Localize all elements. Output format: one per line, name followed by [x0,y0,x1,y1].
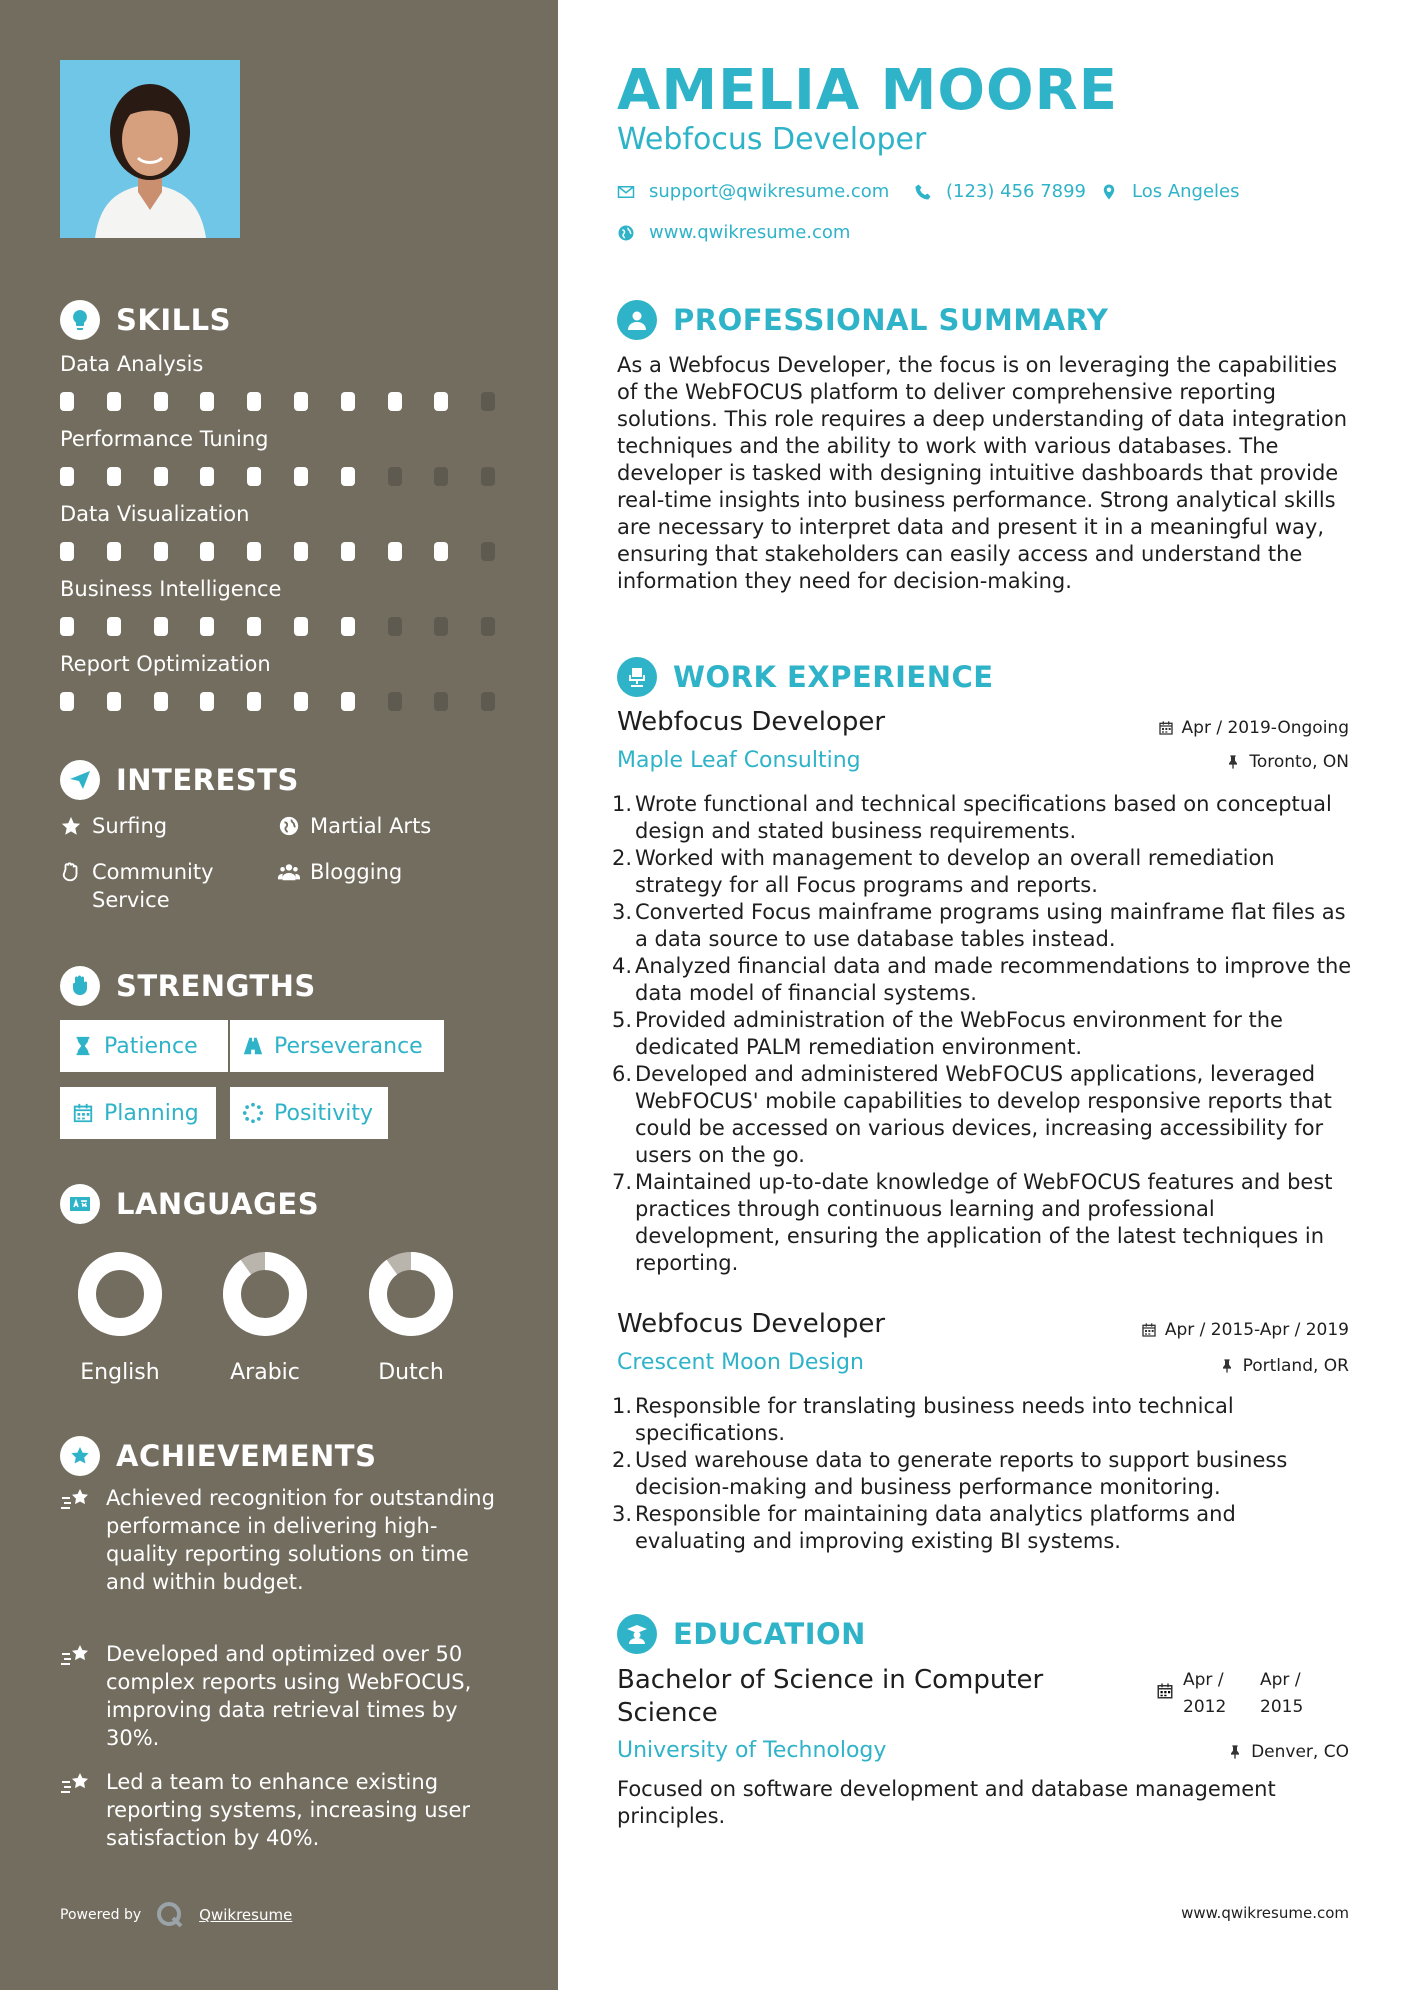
achievement-item: Developed and optimized over 50 complex reports using WebFOCUS, improving data retrieval times by 30%. [60,1640,500,1752]
location-contact: Los Angeles [1100,181,1240,202]
skill-dot [434,467,448,486]
strength-badge: Planning [60,1087,216,1139]
globe-icon [278,815,300,837]
skill-dot [341,542,355,561]
skill-dot [388,467,402,486]
skill-dot [154,692,168,711]
strength-badge: Perseverance [230,1020,444,1072]
hand-icon [60,861,82,883]
responsibility-text: Responsible for translating business needs into technical specifications. [635,1394,1234,1445]
skill-name: Report Optimization [60,652,271,676]
interest-item: Blogging [278,858,498,886]
pushpin-icon [1227,1744,1243,1760]
skill-dot [60,467,74,486]
users-icon [278,861,300,883]
skill-dot [434,392,448,411]
responsibility-item [612,1393,1352,1447]
skill-dot [60,617,74,636]
skill-name: Data Analysis [60,352,204,376]
pushpin-icon [1225,754,1241,770]
responsibility-text: Responsible for maintaining data analytics platforms and evaluating and improving existing BI systems. [635,1502,1236,1553]
strength-badge: Positivity [230,1087,388,1139]
list-number: 2. [612,1448,633,1472]
ring-fill [378,1261,444,1327]
skill-dot [107,467,121,486]
responsibility-text: Used warehouse data to generate reports to support business decision-making and business performance monitoring. [635,1448,1288,1499]
calendar-icon [72,1102,94,1124]
responsibility-item [612,845,1352,899]
job-responsibilities [612,1393,1352,1555]
skill-dot [434,542,448,561]
skill-dot [481,692,495,711]
skill-name: Business Intelligence [60,577,282,601]
responsibility-text: Converted Focus mainframe programs using mainframe flat files as a data source to use database tables instead. [635,900,1346,951]
shooting-star-icon [60,1486,92,1514]
shooting-star-icon [60,1642,92,1670]
qwikresume-logo-icon [155,1900,185,1930]
job-company: Maple Leaf Consulting [617,748,861,773]
interest-item: Surfing [60,812,260,840]
job-company: Crescent Moon Design [617,1350,864,1375]
phone-contact[interactable]: (123) 456 7899 [914,181,1086,202]
skill-dot [247,467,261,486]
skill-rating [60,467,500,487]
skill-item [60,427,500,487]
skill-dot [154,542,168,561]
skill-rating [60,392,500,412]
globe-icon [617,224,635,242]
skill-dot [60,692,74,711]
strengths-heading: STRENGTHS [60,966,316,1006]
achievements-heading: ACHIEVEMENTS [60,1436,376,1476]
skill-dot [60,392,74,411]
skill-dot [294,542,308,561]
graduate-icon [617,1614,657,1654]
responsibility-item [612,1169,1352,1277]
lightbulb-icon [60,300,100,340]
language-ring [367,1250,455,1338]
skills-heading: SKILLS [60,300,231,340]
map-pin-icon [1100,183,1118,201]
skill-dot [481,542,495,561]
skill-dot [154,392,168,411]
skill-dot [294,467,308,486]
skill-rating [60,542,500,562]
strength-badge: Patience [60,1020,228,1072]
responsibility-text: Wrote functional and technical specifications based on conceptual design and stated business requirements. [635,792,1332,843]
skill-dot [107,542,121,561]
job-date: Apr / 2019-Ongoing [1158,718,1349,738]
responsibility-item [612,953,1352,1007]
responsibility-item [612,899,1352,953]
responsibility-item [612,1447,1352,1501]
list-number: 6. [612,1062,633,1086]
list-number: 4. [612,954,633,978]
paper-plane-icon [60,760,100,800]
achievement-item: Led a team to enhance existing reporting systems, increasing user satisfaction by 40%. [60,1768,500,1852]
skill-dot [154,617,168,636]
skill-dot [388,392,402,411]
responsibility-item [612,1061,1352,1169]
skill-dot [200,617,214,636]
language-item: English [60,1250,180,1385]
user-icon [617,300,657,340]
skill-dot [341,392,355,411]
skill-dot [341,692,355,711]
education-school: University of Technology [617,1738,887,1763]
education-calendar [1156,1682,1174,1704]
job-role: Webfocus Developer [617,1309,886,1339]
shooting-star-icon [60,1770,92,1798]
job-responsibilities [612,791,1352,1277]
skill-rating [60,692,500,712]
footer-website[interactable]: www.qwikresume.com [1181,1904,1349,1922]
summary-heading: PROFESSIONAL SUMMARY [617,300,1108,340]
envelope-icon [617,183,635,201]
skill-dot [200,542,214,561]
skill-dot [200,692,214,711]
list-number: 3. [612,1502,633,1526]
skill-dot [481,617,495,636]
skill-dot [388,692,402,711]
education-end: Apr / 2015 [1260,1670,1304,1717]
skill-dot [481,467,495,486]
qwikresume-link[interactable]: Qwikresume [199,1906,293,1924]
skill-dot [294,692,308,711]
skill-item [60,352,500,412]
skill-dot [107,617,121,636]
road-icon [242,1035,264,1057]
list-number: 1. [612,792,633,816]
skill-dot [294,392,308,411]
responsibility-text: Analyzed financial data and made recommendations to improve the data model of financial systems. [635,954,1352,1005]
education-start: Apr / 2012 [1183,1670,1227,1717]
responsibility-text: Developed and administered WebFOCUS applications, leveraged WebFOCUS' mobile capabilities to develop responsive reports that could be accessed on various devices, increasing accessibility for users on the go. [635,1062,1332,1167]
skill-dot [341,467,355,486]
spinner-icon [242,1102,264,1124]
responsibility-text: Maintained up-to-date knowledge of WebFOCUS features and best practices through continuous learning and professional development, ensuring the application of the latest techniques in reporting. [635,1170,1333,1275]
job-location: Toronto, ON [1225,752,1349,772]
skill-dot [294,617,308,636]
interest-item: Martial Arts [278,812,498,840]
job-location: Portland, OR [1219,1356,1349,1376]
education-degree: Bachelor of Science in Computer Science [617,1665,1044,1728]
interests-heading: INTERESTS [60,760,299,800]
language-icon [60,1184,100,1224]
profile-photo [60,60,240,238]
education-location: Denver, CO [1227,1742,1349,1762]
achievement-item: Achieved recognition for outstanding performance in delivering high-quality reporting solutions on time and within budget. [60,1484,500,1596]
job-date: Apr / 2015-Apr / 2019 [1141,1320,1349,1340]
education-description: Focused on software development and database management principles. [617,1777,1276,1828]
list-number: 1. [612,1394,633,1418]
experience-heading: WORK EXPERIENCE [617,657,994,697]
skill-dot [154,467,168,486]
ring-fill [232,1261,298,1327]
skill-dot [247,392,261,411]
skill-dot [200,467,214,486]
star-badge-icon [60,1436,100,1476]
email-contact[interactable]: support@qwikresume.com [617,181,889,202]
calendar-icon [1158,720,1174,736]
fist-icon [60,966,100,1006]
language-item: Arabic [205,1250,325,1385]
responsibility-text: Provided administration of the WebFocus environment for the dedicated PALM remediation environment. [635,1008,1283,1059]
candidate-name: AMELIA MOORE [617,58,1118,123]
skill-dot [60,542,74,561]
office-chair-icon [617,657,657,697]
calendar-icon [1141,1322,1157,1338]
powered-by: Powered by Qwikresume [60,1900,292,1930]
responsibility-item [612,1501,1352,1555]
hourglass-icon [72,1035,94,1057]
language-ring [76,1250,164,1338]
website-contact[interactable]: www.qwikresume.com [617,222,850,243]
skill-name: Performance Tuning [60,427,269,451]
candidate-title: Webfocus Developer [617,122,927,157]
skill-rating [60,617,500,637]
skill-dot [247,617,261,636]
skill-dot [341,617,355,636]
list-number: 5. [612,1008,633,1032]
responsibility-text: Worked with management to develop an overall remediation strategy for all Focus programs and reports. [635,846,1275,897]
skill-dot [107,392,121,411]
summary-text: As a Webfocus Developer, the focus is on leveraging the capabilities of the WebFOCUS platform to deliver comprehensive reporting solutions. This role requires a deep understanding of data integration techniques and the ability to work with various databases. The developer is tasked with designing intuitive dashboards that provide real-time insights into business performance. Strong analytical skills are necessary to interpret data and present it in a meaningful way, ensuring that stakeholders can easily access and understand the information they need for decision-making. [617,353,1348,593]
skill-name: Data Visualization [60,502,250,526]
skill-dot [247,542,261,561]
skill-dot [388,617,402,636]
calendar-icon [1156,1682,1174,1700]
skill-dot [247,692,261,711]
language-item: Dutch [351,1250,471,1385]
skill-item [60,577,500,637]
sidebar [0,0,558,1990]
skill-dot [107,692,121,711]
skill-dot [388,542,402,561]
interest-item: Community Service [60,858,260,914]
responsibility-item [612,1007,1352,1061]
skill-dot [434,617,448,636]
skill-item [60,652,500,712]
list-number: 3. [612,900,633,924]
phone-icon [914,183,932,201]
job-role: Webfocus Developer [617,707,886,737]
pushpin-icon [1219,1358,1235,1374]
skill-dot [200,392,214,411]
star-icon [60,815,82,837]
list-number: 7. [612,1170,633,1194]
skill-dot [434,692,448,711]
education-heading: EDUCATION [617,1614,866,1654]
list-number: 2. [612,846,633,870]
responsibility-item [612,791,1352,845]
skill-item [60,502,500,562]
ring-fill [87,1261,153,1327]
language-ring [221,1250,309,1338]
languages-heading: LANGUAGES [60,1184,319,1224]
skill-dot [481,392,495,411]
